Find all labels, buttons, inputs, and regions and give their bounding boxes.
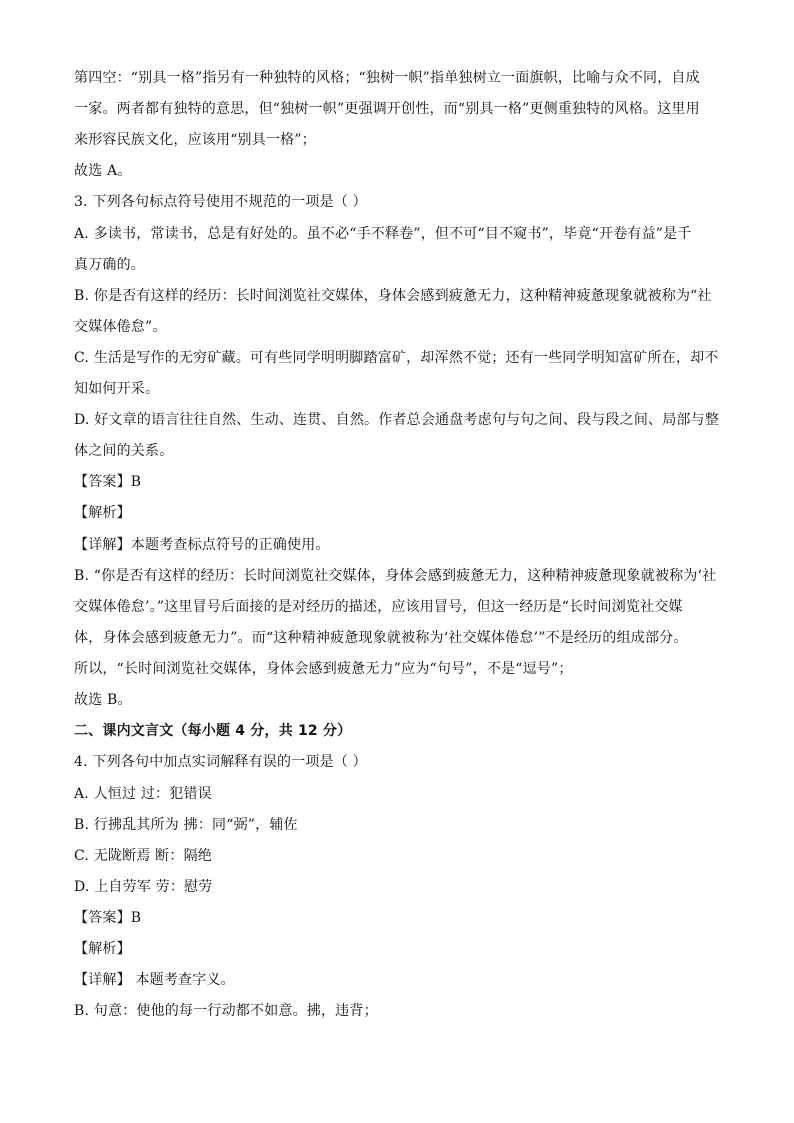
text-line: 知如何开采。 (74, 381, 160, 397)
text-line: 交媒体倦怠’。”这里冒号后面接的是对经历的描述，应该用冒号，但这一经历是“长时间浏览社交媒 (74, 599, 683, 615)
option-a: A. 多读书，常读书，总是有好处的。虽不必“手不释卷”，但不可“目不窥书”，毕竟“开卷有益”是千 (74, 226, 692, 242)
analysis-label: 【解析】 (74, 505, 131, 521)
option-c: C. 生活是写作的无穷矿藏。可有些同学明明脚踏富矿，却浑然不觉；还有一些同学明知富矿所在，却不 (74, 350, 719, 366)
option-b: B. 你是否有这样的经历：长时间浏览社交媒体，身体会感到疲惫无力，这种精神疲惫现象就被称为“社 (74, 288, 712, 304)
answer-label: 【答案】B (74, 910, 142, 926)
option-d: D. 好文章的语言往往自然、生动、连贯、自然。作者总会通盘考虑句与句之间、段与段之间、局部与整 (74, 412, 720, 428)
text-line: 第四空：“别具一格”指另有一种独特的风格；“独树一帜”指单独树立一面旗帜，比喻与众不同，自成 (74, 70, 700, 86)
text-line: 一家。两者都有独特的意思，但“独树一帜”更强调开创性，而“别具一格”更侧重独特的风格。这里用 (74, 101, 700, 117)
answer-label: 【答案】B (74, 474, 142, 490)
option-b: B. 行拂乱其所为 拂：同“弼”，辅佐 (74, 817, 298, 833)
text-line: 所以，“长时间浏览社交媒体，身体会感到疲惫无力”应为“句号”，不是“逗号”； (74, 661, 573, 677)
question-3-stem: 3. 下列各句标点符号使用不规范的一项是（ ） (74, 194, 367, 210)
section-heading: 二、课内文言文（每小题 4 分，共 12 分） (74, 723, 352, 739)
text-line: B. “你是否有这样的经历：长时间浏览社交媒体，身体会感到疲惫无力，这种精神疲惫现象就被称为‘社 (74, 568, 717, 584)
text-line: 体，身体会感到疲惫无力”。而“这种精神疲惫现象就被称为‘社交媒体倦怠’”不是经历的组成部分。 (74, 630, 688, 646)
text-line: 故选 B。 (74, 692, 132, 708)
text-line: 来形容民族文化，应该用“别具一格”； (74, 132, 316, 148)
text-line: 真万确的。 (74, 257, 145, 273)
analysis-label: 【解析】 (74, 941, 131, 957)
text-line: 故选 A。 (74, 163, 132, 179)
option-c: C. 无陇断焉 断：隔绝 (74, 848, 212, 864)
detail-label: 【详解】本题考查标点符号的正确使用。 (74, 537, 330, 553)
text-line: B. 句意：使他的每一行动都不如意。拂，违背； (74, 1003, 378, 1019)
text-line: 体之间的关系。 (74, 443, 174, 459)
option-d: D. 上自劳军 劳：慰劳 (74, 879, 213, 895)
question-4-stem: 4. 下列各句中加点实词解释有误的一项是（ ） (74, 754, 367, 770)
text-line: 交媒体倦怠”。 (74, 319, 167, 335)
option-a: A. 人恒过 过：犯错误 (74, 786, 212, 802)
detail-label: 【详解】 本题考查字义。 (74, 972, 235, 988)
